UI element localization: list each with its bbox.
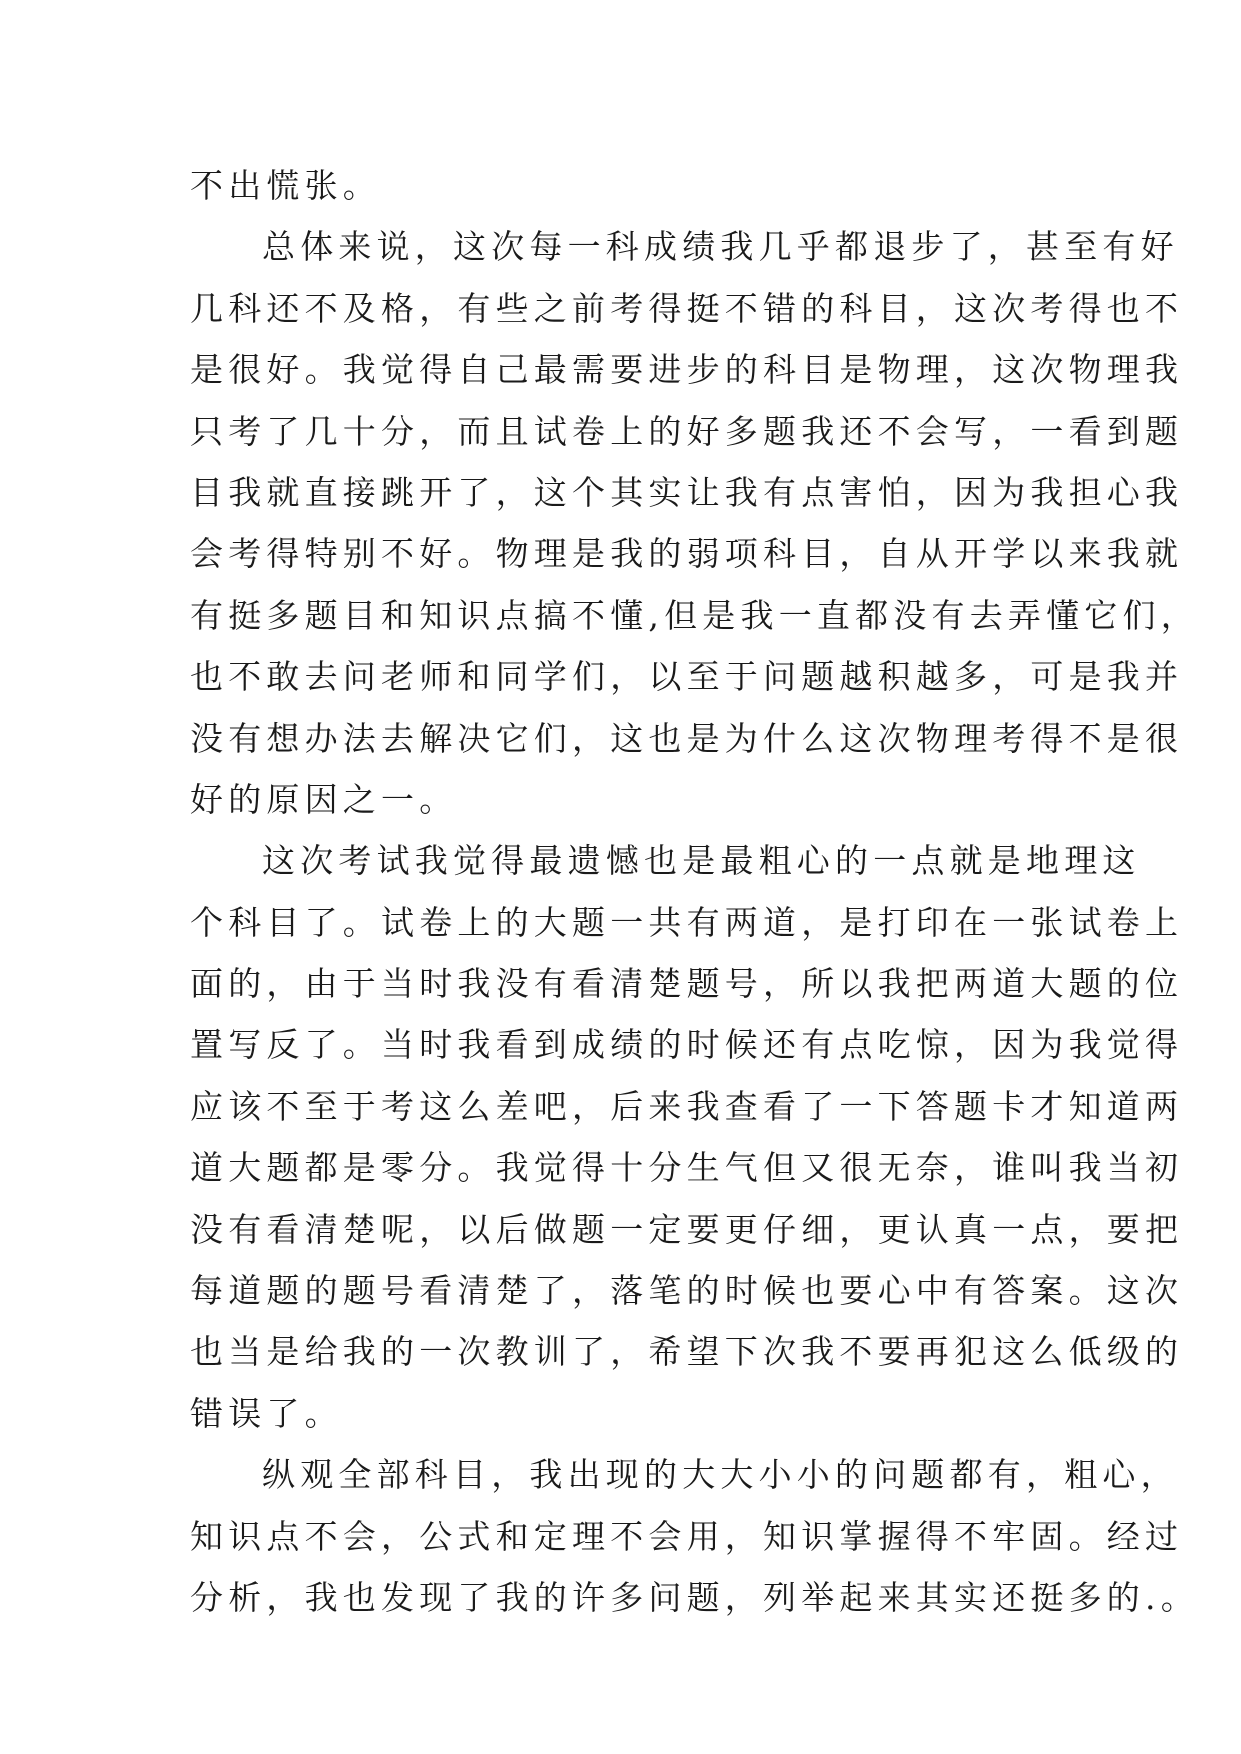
text-line: 有挺多题目和知识点搞不懂,但是我一直都没有去弄懂它们， xyxy=(190,595,1199,635)
text-line: 会考得特别不好。物理是我的弱项科目，自从开学以来我就 xyxy=(190,534,1184,574)
text-line: 没有想办法去解决它们，这也是为什么这次物理考得不是很 xyxy=(190,718,1184,758)
text-line: 目我就直接跳开了，这个其实让我有点害怕，因为我担心我 xyxy=(190,472,1184,512)
body-text xyxy=(190,155,1199,1628)
text-line: 不出慌张。 xyxy=(190,166,381,205)
text-line: 好的原因之一。 xyxy=(190,779,458,819)
text-line: 错误了。 xyxy=(190,1393,343,1433)
paragraph-first-line: 这次考试我觉得最遗憾也是最粗心的一点就是地理这 xyxy=(262,841,1141,881)
text-line: 是很好。我觉得自己最需要进步的科目是物理，这次物理我 xyxy=(190,350,1184,390)
text-line: 道大题都是零分。我觉得十分生气但又很无奈，谁叫我当初 xyxy=(190,1148,1184,1188)
text-line: 分析，我也发现了我的许多问题，列举起来其实还挺多的.。 xyxy=(190,1577,1199,1617)
text-line: 几科还不及格，有些之前考得挺不错的科目，这次考得也不 xyxy=(190,288,1184,328)
text-line: 应该不至于考这么差吧，后来我查看了一下答题卡才知道两 xyxy=(190,1086,1184,1126)
text-line: 置写反了。当时我看到成绩的时候还有点吃惊，因为我觉得 xyxy=(190,1025,1184,1065)
text-line: 也当是给我的一次教训了，希望下次我不要再犯这么低级的 xyxy=(190,1332,1184,1372)
text-line: 知识点不会，公式和定理不会用，知识掌握得不牢固。经过 xyxy=(190,1516,1184,1556)
text-line: 也不敢去问老师和同学们，以至于问题越积越多，可是我并 xyxy=(190,657,1184,697)
paragraph-first-line: 总体来说，这次每一科成绩我几乎都退步了，甚至有好 xyxy=(262,227,1179,267)
text-line: 没有看清楚呢，以后做题一定要更仔细，更认真一点，要把 xyxy=(190,1209,1184,1249)
text-line: 面的，由于当时我没有看清楚题号，所以我把两道大题的位 xyxy=(190,964,1184,1004)
paragraph-first-line: 纵观全部科目，我出现的大大小小的问题都有，粗心， xyxy=(262,1455,1179,1495)
text-line: 每道题的题号看清楚了，落笔的时候也要心中有答案。这次 xyxy=(190,1271,1184,1311)
text-line: 只考了几十分，而且试卷上的好多题我还不会写，一看到题 xyxy=(190,411,1184,451)
text-line: 个科目了。试卷上的大题一共有两道，是打印在一张试卷上 xyxy=(190,902,1184,942)
